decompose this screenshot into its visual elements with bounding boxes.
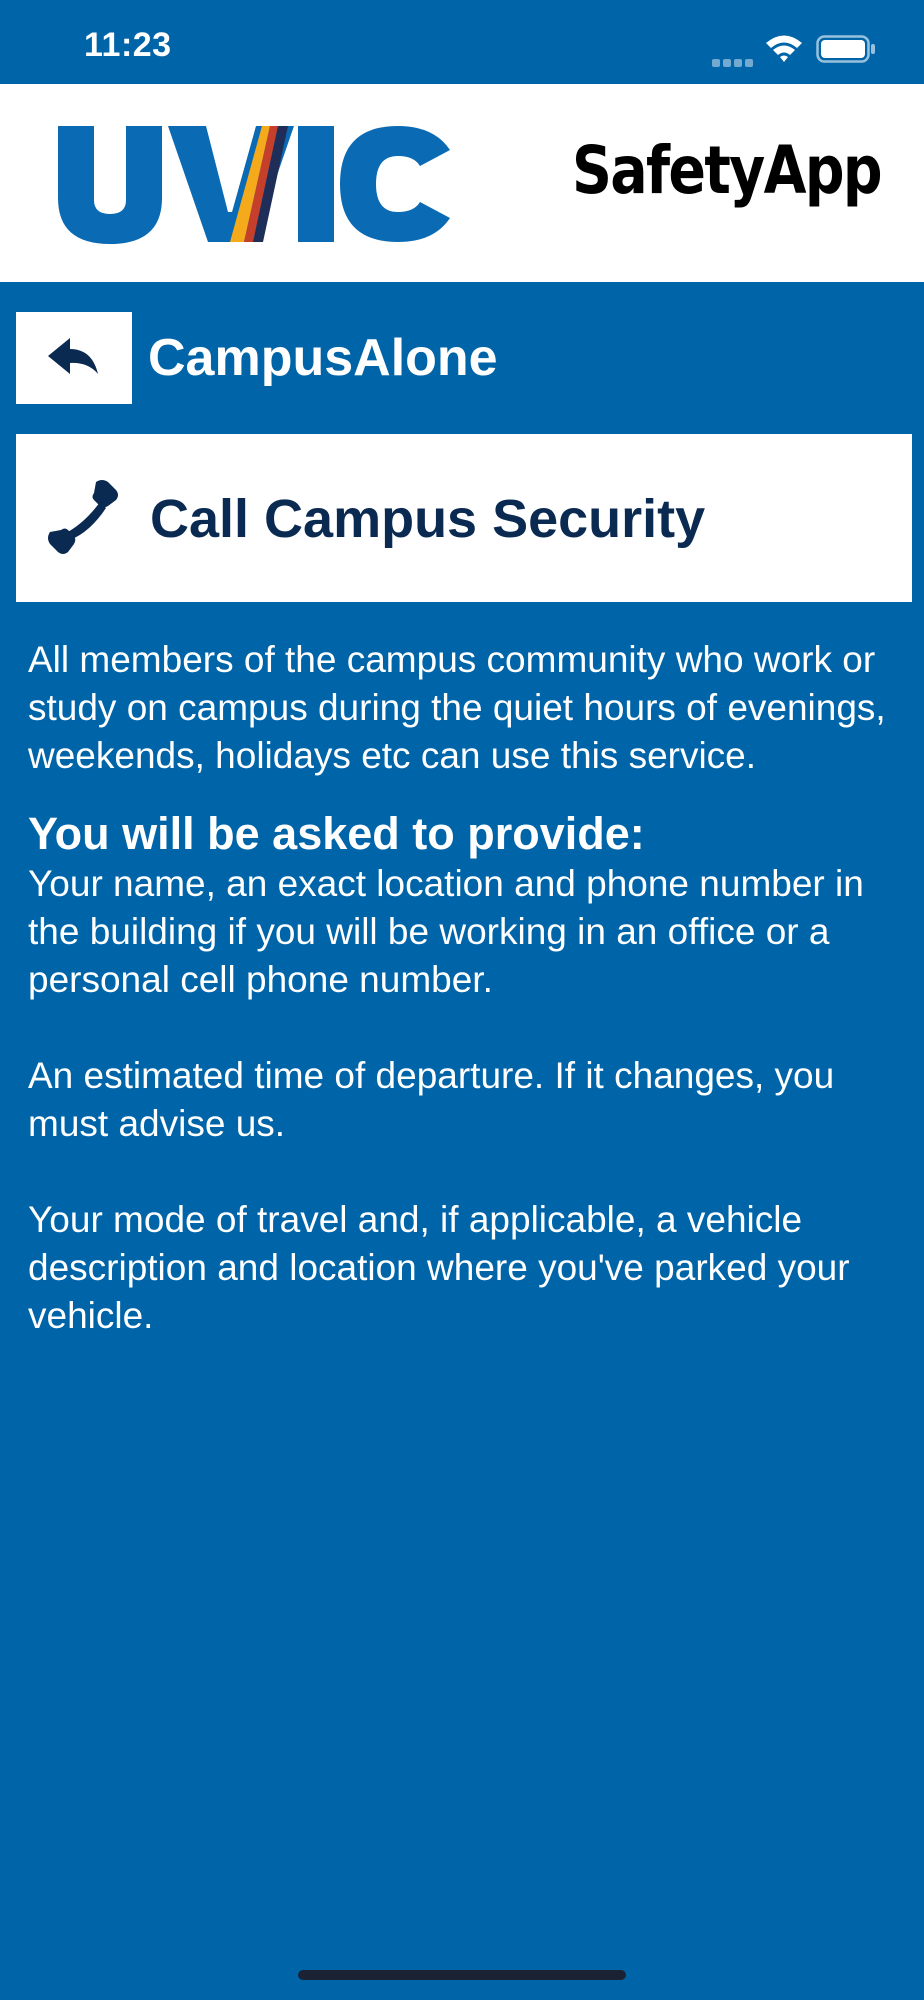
cellular-signal-icon xyxy=(712,54,756,62)
back-button[interactable] xyxy=(16,312,132,404)
info-paragraph-departure: An estimated time of departure. If it changes, you must advise us. xyxy=(28,1055,835,1144)
phone-icon xyxy=(46,478,124,558)
info-paragraph-travel: Your mode of travel and, if applicable, a vehicle description and location where you've parked your vehicle. xyxy=(28,1199,850,1336)
uvic-logo xyxy=(58,126,450,244)
home-indicator xyxy=(298,1970,626,1980)
status-time: 11:23 xyxy=(84,26,172,64)
app-name: SafetyApp xyxy=(572,132,881,209)
wifi-icon xyxy=(764,32,804,64)
call-button-label: Call Campus Security xyxy=(150,489,706,549)
content xyxy=(28,636,908,1388)
battery-icon xyxy=(816,34,876,64)
info-paragraph-name: Your name, an exact location and phone number in the building if you will be working in an office or a personal cell phone number. xyxy=(28,863,864,1000)
back-arrow-icon xyxy=(46,334,102,382)
intro-text: All members of the campus community who work or study on campus during the quiet hours of evenings, weekends, holidays etc can use this service. xyxy=(28,639,886,776)
section-heading: You will be asked to provide: xyxy=(28,808,645,859)
status-bar xyxy=(0,0,924,84)
app-header xyxy=(0,84,924,282)
page-title: CampusAlone xyxy=(148,329,498,387)
call-campus-security-button[interactable] xyxy=(16,434,912,602)
